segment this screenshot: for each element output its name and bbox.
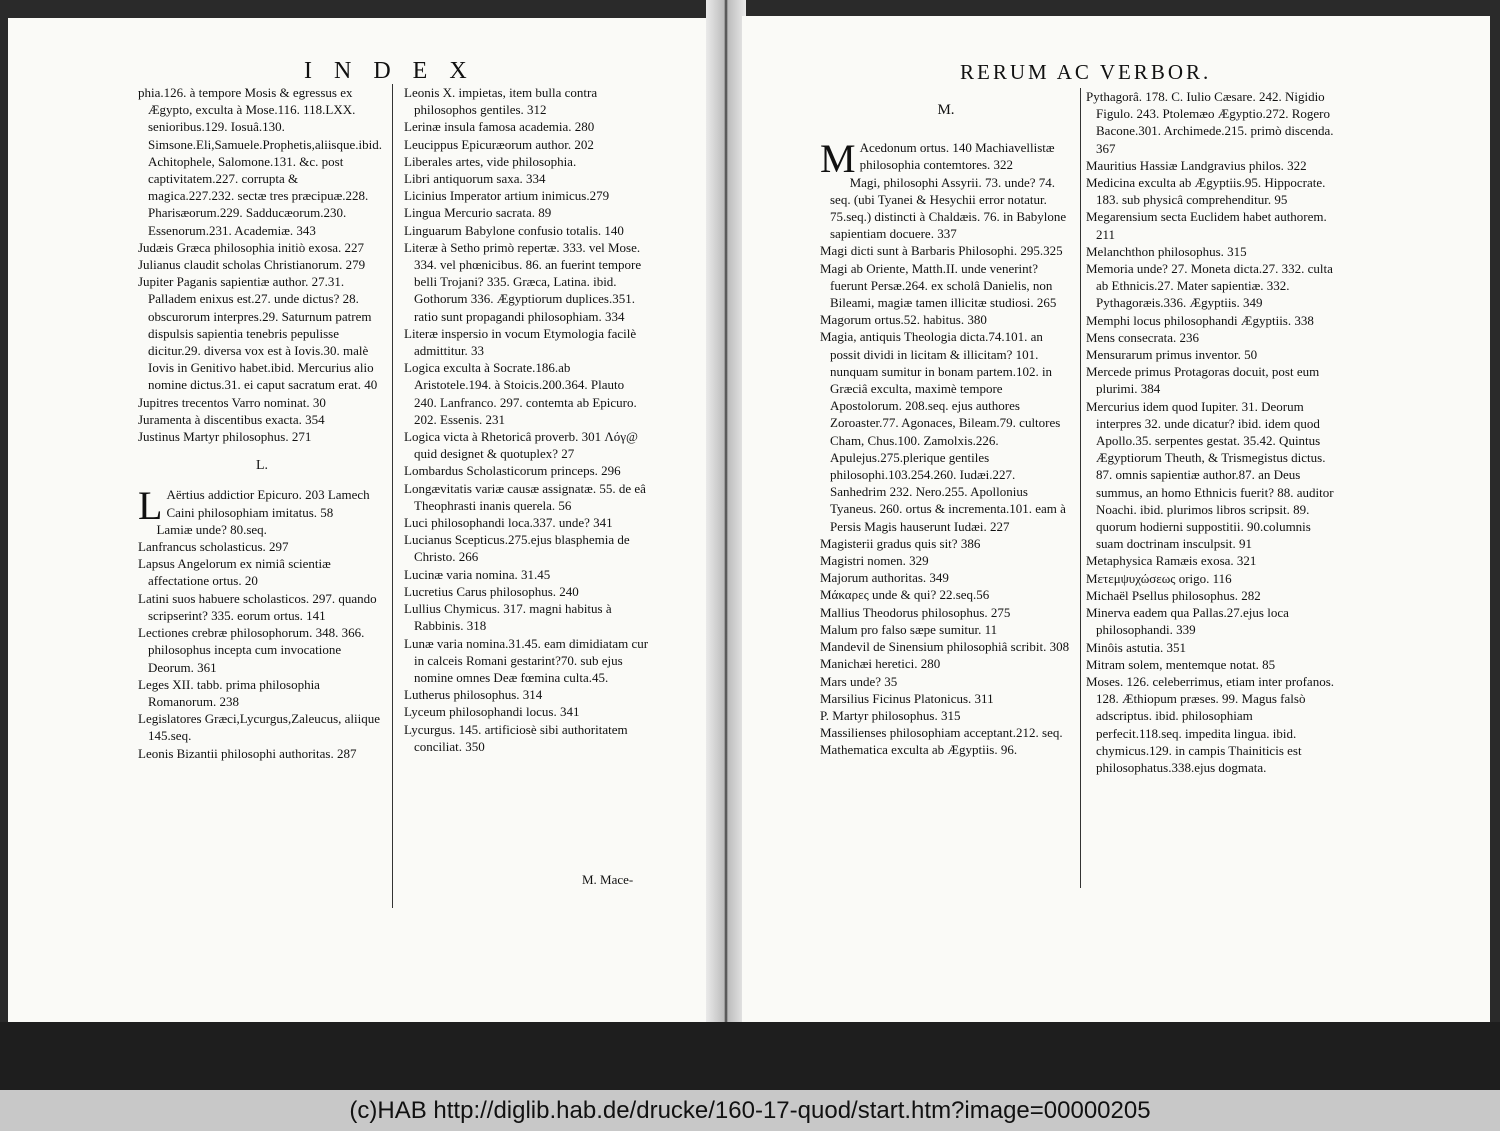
index-entry: Liberales artes, vide philosophia. — [404, 153, 577, 169]
section-heading-l: L. — [255, 458, 269, 474]
index-entry: Logica victa à Rhetoricâ proverb. 301 Λόγ@ quid designet & quotuplex? 27 — [404, 429, 638, 462]
index-entry: Metaphysica Ramæis exosa. 321 — [1086, 553, 1257, 569]
book-gutter — [706, 0, 746, 1090]
index-entry: Lycurgus. 145. artificiosè sibi authoritatem conciliat. 350 — [404, 721, 628, 754]
index-entry: Pythagorâ. 178. C. Iulio Cæsare. 242. Nigidio Figulo. 243. Ptolemæo Ægyptio.272. Rogero Bacone.301. Archimede.215. primò discenda. 367 — [1086, 89, 1334, 156]
index-entry: Memphi locus philosophandi Ægyptiis. 338 — [1086, 312, 1314, 328]
index-entry: Licinius Imperator artium inimicus.279 — [404, 188, 610, 204]
left-page-header: INDEX — [304, 58, 489, 84]
index-entry: Mercede primus Protagoras docuit, post eum plurimi. 384 — [1086, 364, 1320, 397]
index-entry: Lucinæ varia nomina. 31.45 — [404, 566, 551, 582]
index-entry: Medicina exculta ab Ægyptiis.95. Hippocrate. 183. sub physicâ comprehenditur. 95 — [1086, 175, 1326, 208]
index-entry: Lucretius Carus philosophus. 240 — [404, 583, 579, 599]
index-entry: Mitram solem, mentemque notat. 85 — [1086, 656, 1276, 672]
index-entry: Megarensium secta Euclidem habet authorem. 211 — [1086, 209, 1327, 242]
index-entry: Jupitres trecentos Varro nominat. 30 — [138, 394, 326, 410]
index-entry: Mandevil de Sinensium philosophiâ scribit. 308 — [820, 639, 1070, 655]
index-entry: Lanfrancus scholasticus. 297 — [138, 539, 289, 555]
catchword: M. Mace- — [582, 872, 634, 887]
index-entry: Logica exculta à Socrate.186.ab Aristotele.194. à Stoicis.200.364. Plauto 240. Lanfranco. 297. contemta ab Epicuro. 202. Essenis. 231 — [404, 360, 637, 427]
right-page — [742, 16, 1490, 1026]
left-index-column-2 — [404, 84, 650, 755]
index-entry: Magi, philosophi Assyrii. 73. unde? 74. seq. (ubi Tyanei & Hesychii error notatur. 75.seq.) distincti à Chaldæis. 76. in Babylone sapientiam docuere. 337 — [830, 174, 1067, 242]
index-entry: Jupiter Paganis sapientiæ author. 27.31. Palladem enixus est.27. unde dictus? 28. obscurorum interpres.29. Saturnum patrem dispulsis sapientia tenebris pepulisse dicitur.29. diversa vox est à Iovis.30. malè Iovis in Genitivo habet.ibid. Mercurius alio nomine dictus.31. ei caput sacratum erat. 40 — [138, 274, 378, 393]
index-entry: P. Martyr philosophus. 315 — [820, 707, 961, 723]
index-entry: Julianus claudit scholas Christianorum. 279 — [138, 257, 366, 273]
drop-cap-m: M — [820, 136, 856, 182]
index-entry — [820, 136, 1072, 182]
index-entry: Leonis X. impietas, item bulla contra philosophos gentiles. 312 — [404, 85, 598, 118]
index-entry: Leucippus Epicuræorum author. 202 — [404, 136, 594, 152]
index-entry: Lunæ varia nomina.31.45. eam dimidiatam cur in calceis Romani gestarint?70. sub ejus nomine omnes Deæ fœmina culta.45. — [404, 635, 649, 685]
index-entry: Lucianus Scepticus.275.ejus blasphemia de Christo. 266 — [404, 532, 630, 565]
index-entry: Leonis Bizantii philosophi authoritas. 287 — [138, 745, 357, 761]
index-entry: Latini suos habuere scholasticos. 297. quando scripserint? 335. eorum ortus. 141 — [138, 590, 377, 623]
index-entry: Mars unde? 35 — [820, 673, 898, 689]
column-rule — [1080, 88, 1081, 888]
index-entry: phia.126. à tempore Mosis & egressus ex Ægypto, exculta à Mose.116. 118.LXX. senioribus.129. Iosuâ.130. Simsone.Eli,Samuele.Prophetis,aliisque.ibid. Achitophele, Salomone.131. &c. post captivitatem.227. corrupta & magica.227.232. sectæ tres præcipuæ.228. Pharisæorum.229. Sadducæorum.230. Essenorum.231. Academiæ. 343 — [138, 85, 382, 238]
index-entry: Linguarum Babylone confusio totalis. 140 — [404, 222, 624, 238]
left-index-column-1 — [138, 84, 386, 762]
index-entry: Legislatores Græci,Lycurgus,Zaleucus, aliique 145.seq. — [138, 711, 380, 744]
index-entry: Lapsus Angelorum ex nimiâ scientiæ affectatione ortus. 20 — [138, 556, 331, 589]
drop-cap-l: L — [138, 483, 163, 529]
index-entry: Lectiones crebræ philosophorum. 348. 366. philosophus incepta cum invocatione Deorum. 361 — [138, 625, 365, 675]
footer-credit: (c)HAB http://diglib.hab.de/drucke/160-17-quod/start.htm?image=00000205 — [0, 1090, 1500, 1131]
right-index-column-2 — [1086, 88, 1338, 776]
index-entry: Mens consecrata. 236 — [1086, 329, 1199, 345]
index-entry: Lerinæ insula famosa academia. 280 — [404, 119, 595, 135]
index-entry: Mensurarum primus inventor. 50 — [1086, 347, 1258, 363]
left-page — [8, 18, 710, 1028]
index-entry: Magorum ortus.52. habitus. 380 — [820, 312, 987, 328]
index-entry: Literæ inspersio in vocum Etymologia facilè admittitur. 33 — [404, 325, 637, 359]
index-entry: Magia, antiquis Theologia dicta.74.101. an possit dividi in licitam & illicitam? 101. nunquam sumitur in bonam partem.102. in Græciâ exculta, maximè tempore Apostolorum. 208.seq. ejus authores Zoroaster.77. Agonaces, Bileam.79. cultores Cham, Chus.100. Zamolxis.226. Apulejus.275.plerique gentiles philosophi.103.254.260. Iudæi.227. Sanhedrim 232. Nero.255. Apollonius Tyaneus. 260. ortus & incrementa.101. eam à Persis Magis hauserunt Iudæi. 227 — [820, 329, 1066, 534]
index-entry: Lingua Mercurio sacrata. 89 — [404, 205, 552, 221]
index-entry: Juramenta à discentibus exacta. 354 — [138, 411, 325, 427]
index-entry: Lutherus philosophus. 314 — [404, 687, 543, 703]
index-entry: Magisterii gradus quis sit? 386 — [820, 535, 981, 551]
index-entry: Magi ab Oriente, Matth.II. unde venerint? fuerunt Persæ.264. ex scholâ Danielis, non Bileami, magiæ tamen illicitæ studiosi. 265 — [820, 260, 1057, 311]
index-entry: Luci philosophandi loca.337. unde? 341 — [404, 515, 613, 531]
right-index-column-1 — [820, 96, 1072, 759]
index-entry: Lyceum philosophandi locus. 341 — [404, 704, 580, 720]
index-entry: Μετεμψυχώσεως origo. 116 — [1086, 570, 1232, 586]
index-entry: Mercurius idem quod Iupiter. 31. Deorum interpres 32. unde dicatur? ibid. idem quod Apollo.35. serpentes gestat. 35.42. Quintus Ægyptiorum Theuth, & Trismegistus dictus. 87. omnis sapientiæ author.87. an Deus summus, an homo Ethnicis fuerit? 88. auditor Noachi. ibid. plurimos libros scripsit. 89. quorum hodierni suppostitii. 90.columnis suam doctrinam insculpsit. 91 — [1086, 398, 1334, 552]
index-entry: Libri antiquorum saxa. 334 — [404, 171, 546, 187]
index-entry: Magistri nomen. 329 — [820, 553, 929, 569]
index-entry: Leges XII. tabb. prima philosophia Romanorum. 238 — [138, 676, 320, 709]
index-entry: Manichæi heretici. 280 — [820, 656, 941, 672]
index-entry: Longævitatis variæ causæ assignatæ. 55. de eâ Theophrasti inanis querela. 56 — [404, 480, 646, 513]
index-entry: Lombardus Scholasticorum princeps. 296 — [404, 463, 621, 479]
scan-bottom-edge — [0, 1022, 1500, 1090]
index-entry-text: Acedonum ortus. 140 Machiavellistæ philosophia contemtores. 322 — [859, 140, 1055, 173]
index-entry: Moses. 126. celeberrimus, etiam inter profanos. 128. Æthiopum præses. 99. Magus falsò adscriptus. ibid. philosophiam perfecit.118.seq. impedita lingua. ibid. chymicus.129. in campis Thainiticis est philosophatus.338.ejus dogmata. — [1086, 673, 1335, 775]
index-entry: Justinus Martyr philosophus. 271 — [138, 429, 312, 445]
column-rule — [392, 84, 393, 908]
index-entry: Majorum authoritas. 349 — [820, 570, 949, 586]
right-page-header: RERUM AC VERBOR. — [960, 60, 1212, 84]
index-entry: Melanchthon philosophus. 315 — [1086, 243, 1247, 259]
index-entry: Minôis astutia. 351 — [1086, 639, 1187, 655]
index-entry: Judæis Græca philosophia initiò exosa. 227 — [138, 239, 365, 255]
index-entry-text: Aërtius addictior Epicuro. 203 Lamech Caini philosophiam imitatus. 58 — [166, 487, 370, 520]
index-entry: Literæ à Setho primò repertæ. 333. vel Mose. 334. vel phœnicibus. 86. an fuerint tempore belli Trojani? 335. Græca, Latina. ibid. Gothorum 336. Ægyptiorum duplices.351. ratio sunt propagandi philosophiam. 334 — [404, 239, 642, 324]
index-entry: Mauritius Hassiæ Landgravius philos. 322 — [1086, 157, 1307, 173]
index-entry: Magi dicti sunt à Barbaris Philosophi. 295.325 — [820, 243, 1063, 259]
index-entry: Massilienses philosophiam acceptant.212. seq. — [820, 725, 1063, 741]
index-entry: Malum pro falso sæpe sumitur. 11 — [820, 621, 998, 637]
index-entry: Minerva eadem qua Pallas.27.ejus loca philosophandi. 339 — [1086, 605, 1289, 638]
index-entry: Memoria unde? 27. Moneta dicta.27. 332. culta ab Ethnicis.27. Mater sapientiæ. 332. Pythagoræis.336. Ægyptiis. 349 — [1086, 261, 1333, 311]
section-heading-m: M. — [937, 102, 955, 118]
index-entry: Lullius Chymicus. 317. magni habitus à Rabbinis. 318 — [404, 601, 612, 634]
index-entry: Mallius Theodorus philosophus. 275 — [820, 604, 1011, 620]
index-entry: Mathematica exculta ab Ægyptiis. 96. — [820, 742, 1018, 758]
index-entry: Lamiæ unde? 80.seq. — [156, 521, 267, 537]
index-entry: Μάκαρες unde & qui? 22.seq.56 — [820, 587, 990, 603]
index-entry: Marsilius Ficinus Platonicus. 311 — [820, 690, 994, 706]
index-entry: Michaël Psellus philosophus. 282 — [1086, 587, 1261, 603]
